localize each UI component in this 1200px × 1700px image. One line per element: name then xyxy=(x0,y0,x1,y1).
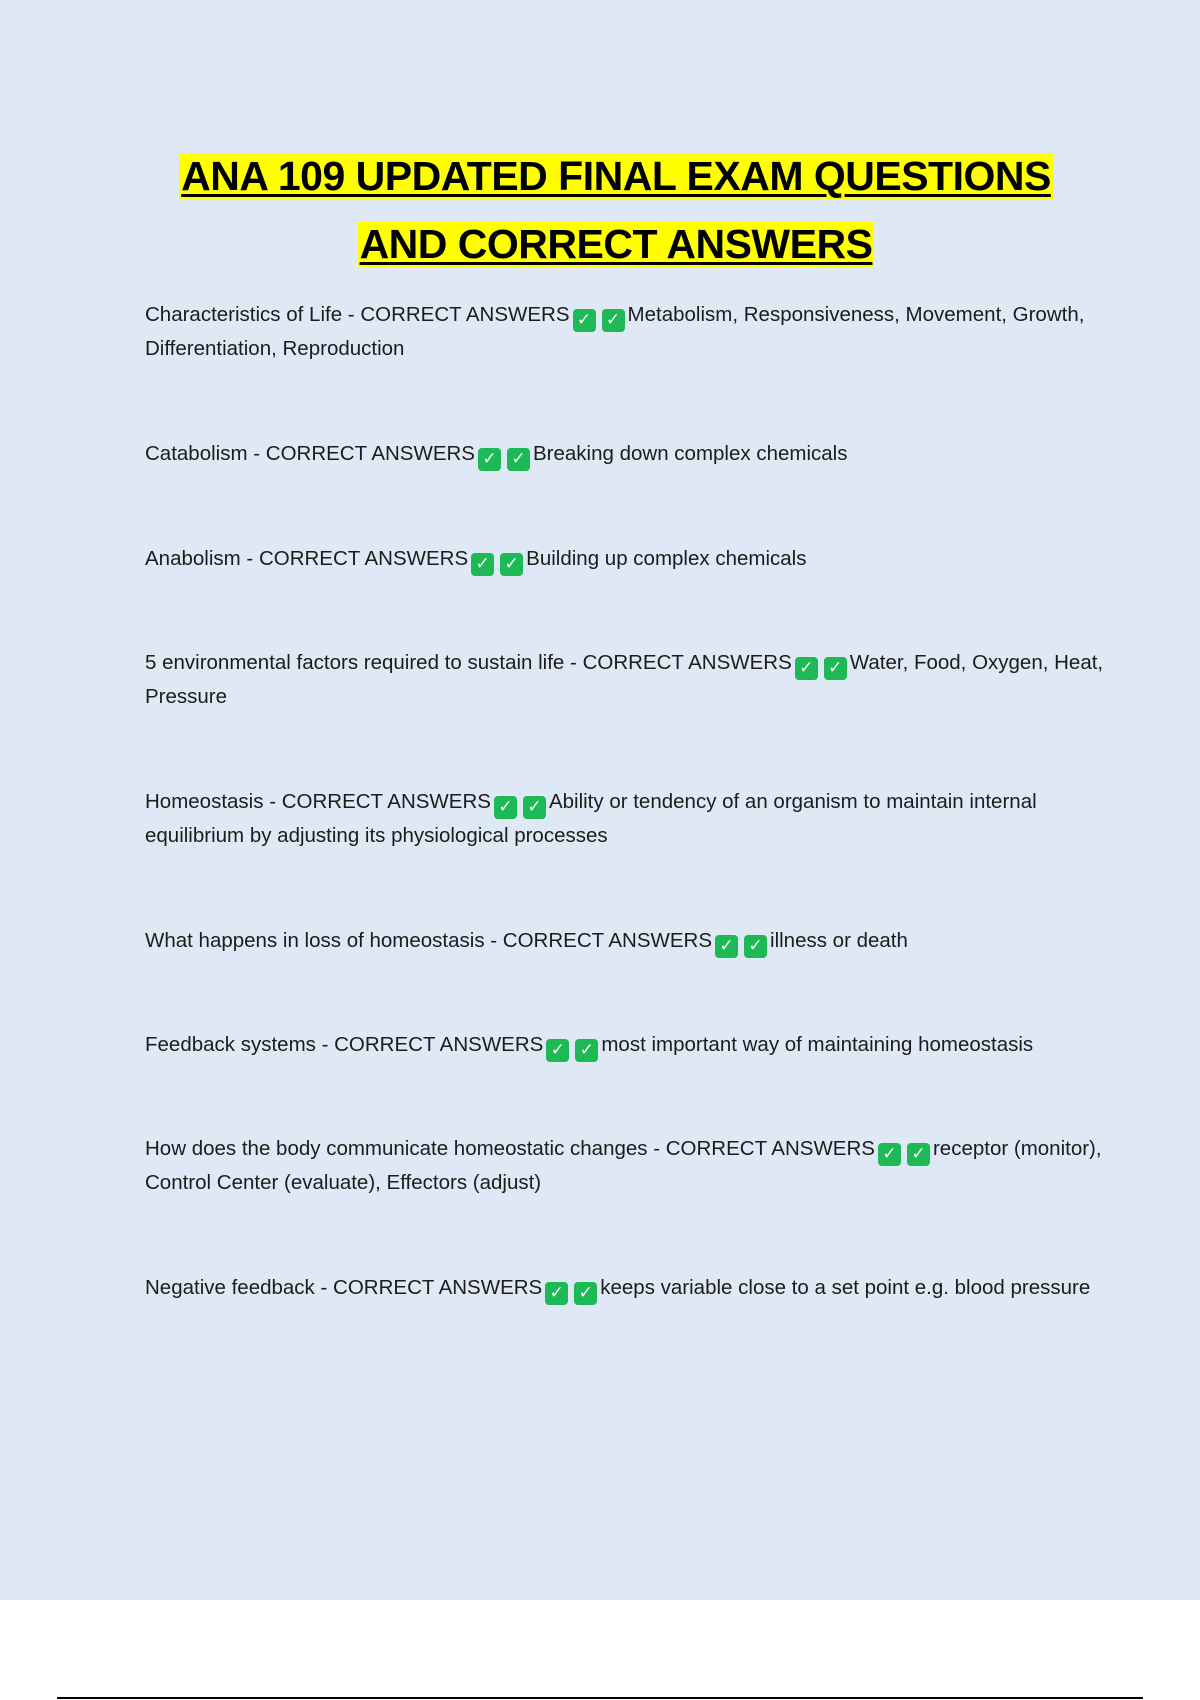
qa-answer: receptor (monitor), Control Center (evaluate), Effectors (adjust) xyxy=(145,1137,1102,1194)
qa-term: Feedback systems xyxy=(145,1033,316,1056)
qa-term: Anabolism xyxy=(145,547,241,570)
qa-term: Homeostasis xyxy=(145,790,264,813)
correct-answers-label: CORRECT ANSWERS xyxy=(265,442,475,465)
qa-term: Characteristics of Life xyxy=(145,303,343,326)
check-icon: ✓ xyxy=(824,657,847,680)
qa-answer: Building up complex chemicals xyxy=(526,547,807,570)
check-icon: ✓ xyxy=(507,448,530,471)
title-line-2: AND CORRECT ANSWERS xyxy=(359,221,873,267)
qa-item-catabolism: Catabolism - CORRECT ANSWERS ✓ ✓ Breaking down complex chemicals xyxy=(145,442,848,469)
qa-item-homeostasis: Homeostasis - CORRECT ANSWERS ✓ ✓ Ability or tendency of an organism to maintain internal equilibrium by adjusting its physiological processes xyxy=(145,790,1037,847)
qa-term: How does the body communicate homeostatic changes xyxy=(145,1137,648,1160)
qa-term: What happens in loss of homeostasis xyxy=(145,929,485,952)
correct-answers-label: CORRECT ANSWERS xyxy=(281,790,491,813)
qa-item-anabolism: Anabolism - CORRECT ANSWERS ✓ ✓ Building up complex chemicals xyxy=(145,547,807,574)
check-icon: ✓ xyxy=(478,448,501,471)
check-icon: ✓ xyxy=(573,309,596,332)
qa-term: Negative feedback xyxy=(145,1276,315,1299)
correct-answers-label: CORRECT ANSWERS xyxy=(258,547,469,570)
check-icon: ✓ xyxy=(494,796,517,819)
check-icon: ✓ xyxy=(575,1039,598,1062)
check-icon: ✓ xyxy=(715,935,738,958)
check-icon: ✓ xyxy=(546,1039,569,1062)
check-icon: ✓ xyxy=(471,553,494,576)
check-icon: ✓ xyxy=(602,309,625,332)
correct-answers-label: CORRECT ANSWERS xyxy=(665,1137,875,1160)
correct-answers-label: CORRECT ANSWERS xyxy=(502,929,713,952)
qa-term: 5 environmental factors required to sustain life xyxy=(145,651,565,674)
qa-item-loss-of-homeostasis: What happens in loss of homeostasis - CORRECT ANSWERS ✓ ✓ illness or death xyxy=(145,929,908,956)
correct-answers-label: CORRECT ANSWERS xyxy=(333,1276,543,1299)
correct-answers-label: CORRECT ANSWERS xyxy=(334,1033,544,1056)
title-line-1: ANA 109 UPDATED FINAL EXAM QUESTIONS xyxy=(181,153,1051,199)
check-icon: ✓ xyxy=(907,1143,930,1166)
qa-answer: Ability or tendency of an organism to maintain internal equilibrium by adjusting its physiological processes xyxy=(145,790,1037,847)
qa-item-environmental-factors: 5 environmental factors required to sustain life - CORRECT ANSWERS ✓ ✓ Water, Food, Oxygen, Heat, Pressure xyxy=(145,651,1104,708)
check-icon: ✓ xyxy=(500,553,523,576)
qa-answer: illness or death xyxy=(770,929,908,952)
check-icon: ✓ xyxy=(744,935,767,958)
correct-answers-label: CORRECT ANSWERS xyxy=(360,303,570,326)
qa-term: Catabolism xyxy=(145,442,248,465)
check-icon: ✓ xyxy=(795,657,818,680)
qa-answer: Breaking down complex chemicals xyxy=(532,442,848,465)
check-icon: ✓ xyxy=(523,796,546,819)
check-icon: ✓ xyxy=(878,1143,901,1166)
qa-item-negative-feedback: Negative feedback - CORRECT ANSWERS ✓ ✓ keeps variable close to a set point e.g. blood pressure xyxy=(145,1276,1091,1303)
footer-divider xyxy=(57,1697,1143,1699)
qa-item-characteristics-of-life: Characteristics of Life - CORRECT ANSWERS ✓ ✓ Metabolism, Responsiveness, Movement, Growth, Differentiation, Reproduction xyxy=(145,303,1085,360)
qa-item-body-communicates-changes: How does the body communicate homeostatic changes - CORRECT ANSWERS ✓ ✓ receptor (monitor), Control Center (evaluate), Effectors (adjust) xyxy=(145,1137,1102,1194)
qa-answer: most important way of maintaining homeostasis xyxy=(601,1033,1034,1056)
qa-answer: Water, Food, Oxygen, Heat, Pressure xyxy=(145,651,1104,708)
qa-answer: keeps variable close to a set point e.g. blood pressure xyxy=(600,1276,1091,1299)
check-icon: ✓ xyxy=(545,1282,568,1305)
page-title xyxy=(80,142,1152,278)
qa-item-feedback-systems: Feedback systems - CORRECT ANSWERS ✓ ✓ most important way of maintaining homeostasis xyxy=(145,1033,1034,1060)
check-icon: ✓ xyxy=(574,1282,597,1305)
qa-answer: Metabolism, Responsiveness, Movement, Growth, Differentiation, Reproduction xyxy=(145,303,1085,360)
correct-answers-label: CORRECT ANSWERS xyxy=(582,651,792,674)
